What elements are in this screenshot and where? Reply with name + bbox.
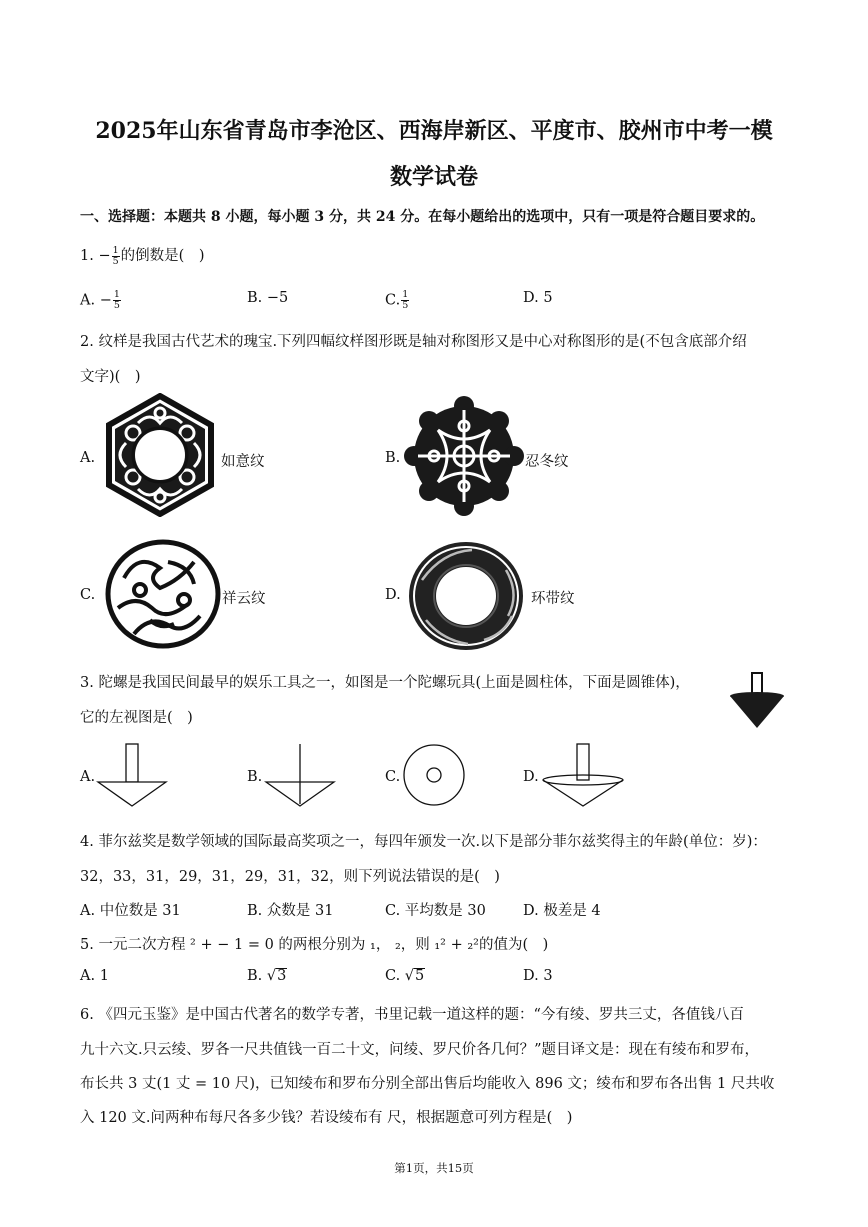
q5-option-b[interactable]: B. √3 bbox=[247, 968, 287, 984]
q1-option-d[interactable]: D. 5 bbox=[523, 290, 553, 306]
xiangyun-pattern-figure bbox=[104, 538, 222, 650]
q1-option-a[interactable] bbox=[80, 290, 122, 311]
question-3-line1: 3. 陀螺是我国民间最早的娱乐工具之一，如图是一个陀螺玩具(上面是圆柱体，下面是圆锥体)， bbox=[80, 675, 690, 691]
q1-frac-denominator: 5 bbox=[112, 255, 119, 267]
q2-option-a-name: 如意纹 bbox=[221, 454, 265, 470]
question-3-line2: 它的左视图是( ) bbox=[80, 710, 193, 726]
q5-option-a[interactable]: A. 1 bbox=[80, 968, 109, 984]
q3-option-a-view bbox=[96, 742, 168, 808]
section-heading: 一、选择题：本题共 8 小题，每小题 3 分，共 24 分。在每小题给出的选项中，只有一项是符合题目要求的。 bbox=[80, 209, 765, 225]
q4-option-b[interactable]: B. 众数是 31 bbox=[247, 903, 334, 919]
q1-c-denominator: 5 bbox=[402, 300, 409, 311]
q5-option-c[interactable]: C. √5 bbox=[385, 968, 425, 984]
q1-minus: − bbox=[98, 248, 111, 264]
question-4-line2: 32，33，31，29，31，29，31，32，则下列说法错误的是( ) bbox=[80, 869, 500, 885]
q1-a-numerator: 1 bbox=[113, 289, 120, 300]
q3-option-c-label[interactable]: C. bbox=[385, 769, 401, 785]
q1-number: 1. bbox=[80, 248, 94, 264]
q2-option-b-name: 忍冬纹 bbox=[525, 454, 569, 470]
q1-a-denominator: 5 bbox=[113, 300, 120, 311]
q1-option-a-fraction bbox=[113, 290, 121, 311]
paper-title-line1: 2025年山东省青岛市李沧区、西海岸新区、平度市、胶州市中考一模 bbox=[95, 118, 773, 144]
q5-option-b-radicand: 3 bbox=[277, 968, 287, 984]
paper-title-line2: 数学试卷 bbox=[389, 164, 478, 190]
q1-option-c-label: C. bbox=[385, 292, 401, 309]
question-6-line1: 6. 《四元玉鉴》是中国古代著名的数学专著，书里记载一道这样的题：“今有绫、罗共三丈，各值钱八百 bbox=[80, 1007, 744, 1023]
q2-option-c-label[interactable]: C. bbox=[80, 587, 96, 603]
q5-option-b-label: B. bbox=[247, 968, 263, 984]
huandai-pattern-figure bbox=[406, 540, 526, 652]
question-2-line1: 2. 纹样是我国古代艺术的瑰宝.下列四幅纹样图形既是轴对称图形又是中心对称图形的是(不包含底部介绍 bbox=[80, 334, 747, 350]
q1-fraction bbox=[112, 246, 120, 267]
q3-option-d-view bbox=[540, 742, 626, 808]
q1-c-numerator: 1 bbox=[402, 289, 409, 300]
q3-option-b-label[interactable]: B. bbox=[247, 769, 263, 785]
q5-option-c-radicand: 5 bbox=[415, 968, 425, 984]
q5-option-d[interactable]: D. 3 bbox=[523, 968, 553, 984]
q1-text: 的倒数是( ) bbox=[120, 248, 205, 264]
q4-option-d[interactable]: D. 极差是 4 bbox=[523, 903, 601, 919]
q2-option-a-label[interactable]: A. bbox=[80, 450, 96, 466]
q3-option-b-view bbox=[264, 742, 336, 808]
page-footer: 第1页，共15页 bbox=[394, 1161, 474, 1175]
q1-option-c[interactable] bbox=[385, 290, 410, 311]
spinning-top-figure bbox=[729, 670, 785, 730]
q3-option-a-label[interactable]: A. bbox=[80, 769, 96, 785]
q4-option-c[interactable]: C. 平均数是 30 bbox=[385, 903, 486, 919]
q1-option-a-label: A. − bbox=[80, 292, 112, 309]
question-5: 5. 一元二次方程 ² + − 1 = 0 的两根分别为 ₁， ₂，则 ₁² + ₂²的值为( ) bbox=[80, 937, 549, 953]
rendong-pattern-figure bbox=[404, 396, 524, 516]
q4-option-a[interactable]: A. 中位数是 31 bbox=[80, 903, 181, 919]
question-4-line1: 4. 菲尔兹奖是数学领域的国际最高奖项之一，每四年颁发一次.以下是部分菲尔兹奖得主的年龄(单位：岁)： bbox=[80, 834, 767, 850]
question-1 bbox=[80, 244, 204, 267]
question-6-line4: 入 120 文.问两种布每尺各多少钱？若设绫布有 尺，根据题意可列方程是( ) bbox=[80, 1110, 573, 1126]
q2-option-b-label[interactable]: B. bbox=[385, 450, 401, 466]
q5-option-c-label: C. bbox=[385, 968, 401, 984]
q2-option-c-name: 祥云纹 bbox=[222, 591, 266, 607]
q3-option-c-view bbox=[401, 742, 467, 808]
q3-option-d-label[interactable]: D. bbox=[523, 769, 539, 785]
q1-option-b[interactable]: B. −5 bbox=[247, 290, 289, 306]
ruyi-pattern-figure bbox=[98, 393, 222, 517]
question-2-line2: 文字)( ) bbox=[80, 369, 141, 385]
q2-option-d-name: 环带纹 bbox=[531, 591, 575, 607]
q1-option-c-fraction bbox=[401, 290, 409, 311]
q2-option-d-label[interactable]: D. bbox=[385, 587, 401, 603]
question-6-line3: 布长共 3 丈(1 丈 = 10 尺)，已知绫布和罗布分别全部出售后均能收入 896 文；绫布和罗布各出售 1 尺共收 bbox=[80, 1076, 775, 1092]
question-6-line2: 九十六文.只云绫、罗各一尺共值钱一百二十文，问绫、罗尺价各几何？”题目译文是：现在有绫布和罗布， bbox=[80, 1042, 760, 1058]
q1-frac-numerator: 1 bbox=[112, 244, 119, 256]
